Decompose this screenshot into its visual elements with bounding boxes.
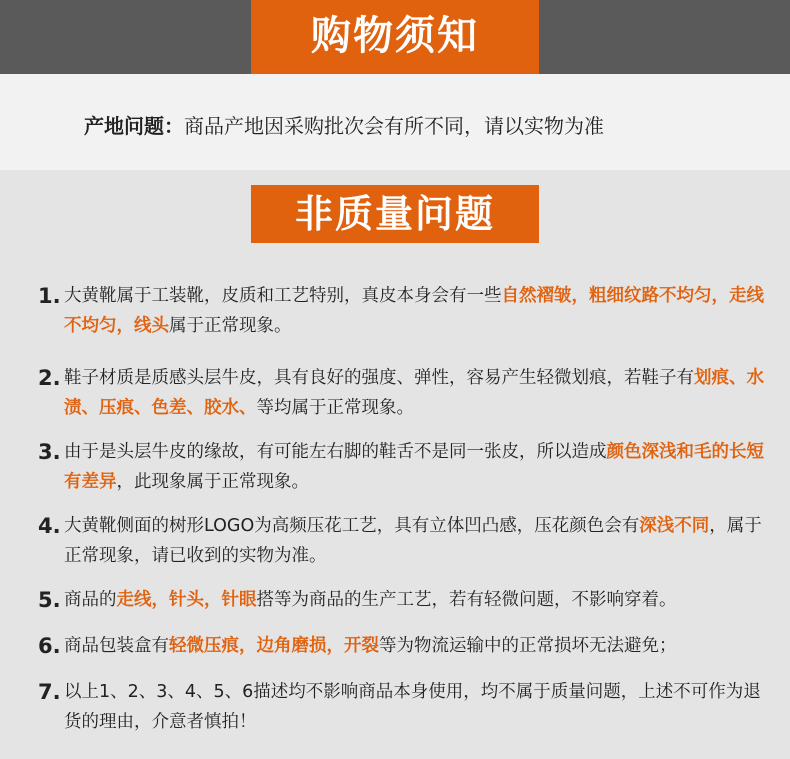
item-text <box>64 437 768 497</box>
item-number: 6. <box>38 634 61 658</box>
item-text <box>64 631 768 661</box>
list-item <box>38 281 768 339</box>
list-item <box>38 363 768 423</box>
origin-text: 商品产地因采购批次会有所不同，请以实物为准 <box>184 114 604 138</box>
item-text-segment: 搭等为商品的生产工艺，若有轻微问题，不影响穿着。 <box>256 590 677 610</box>
origin-notice <box>84 113 604 139</box>
item-text-segment: 等均属于正常现象。 <box>256 398 414 418</box>
item-number: 2. <box>38 366 61 390</box>
item-text-segment: 大黄靴侧面的树形LOGO为高频压花工艺，具有立体凹凸感，压花颜色会有 <box>64 516 640 536</box>
list-item <box>38 631 768 661</box>
item-text <box>64 281 768 341</box>
item-text-segment: 鞋子材质是质感头层牛皮，具有良好的强度、弹性，容易产生轻微划痕，若鞋子有 <box>64 368 694 388</box>
item-text-segment: 属于正常现象。 <box>169 316 292 336</box>
item-text-segment: 由于是头层牛皮的缘故，有可能左右脚的鞋舌不是同一张皮，所以造成 <box>64 442 607 462</box>
list-item <box>38 677 768 737</box>
item-text-segment: ，属于正常现象，请已收到的实物为准。 <box>64 516 762 566</box>
highlight-text: 走线，针头，针眼 <box>116 590 257 610</box>
item-text <box>64 363 768 423</box>
highlight-text: 划痕、水渍、压痕、色差、胶水、 <box>64 368 764 418</box>
item-text <box>64 511 768 571</box>
list-item <box>38 437 768 497</box>
item-text-segment: 等为物流运输中的正常损坏无法避免； <box>379 636 677 656</box>
list-item <box>38 511 768 571</box>
item-text-segment: ，此现象属于正常现象。 <box>116 472 309 492</box>
highlight-text: 颜色深浅和毛的长短有差异 <box>64 442 764 492</box>
highlight-text: 深浅不同 <box>639 516 710 536</box>
item-number: 1. <box>38 284 61 308</box>
item-number: 3. <box>38 440 61 464</box>
item-number: 7. <box>38 680 61 704</box>
highlight-text: 轻微压痕，边角磨损，开裂 <box>169 636 379 656</box>
item-number: 5. <box>38 588 61 612</box>
item-text-segment: 大黄靴属于工装靴，皮质和工艺特别，真皮本身会有一些 <box>64 286 502 306</box>
highlight-text: 自然褶皱，粗细纹路不均匀，走线不均匀，线头 <box>64 286 764 336</box>
item-text-segment: 商品的 <box>64 590 117 610</box>
page-title: 购物须知 <box>251 0 539 74</box>
item-text <box>64 585 768 615</box>
item-text <box>64 677 768 737</box>
item-number: 4. <box>38 514 61 538</box>
section-title: 非质量问题 <box>251 185 539 243</box>
item-text-segment: 以上1、2、3、4、5、6描述均不影响商品本身使用，均不属于质量问题，上述不可作为退货的理由，介意者慎拍！ <box>64 682 761 732</box>
list-item <box>38 585 768 615</box>
item-text-segment: 商品包装盒有 <box>64 636 169 656</box>
origin-label: 产地问题： <box>84 114 184 138</box>
notice-list <box>38 281 768 737</box>
